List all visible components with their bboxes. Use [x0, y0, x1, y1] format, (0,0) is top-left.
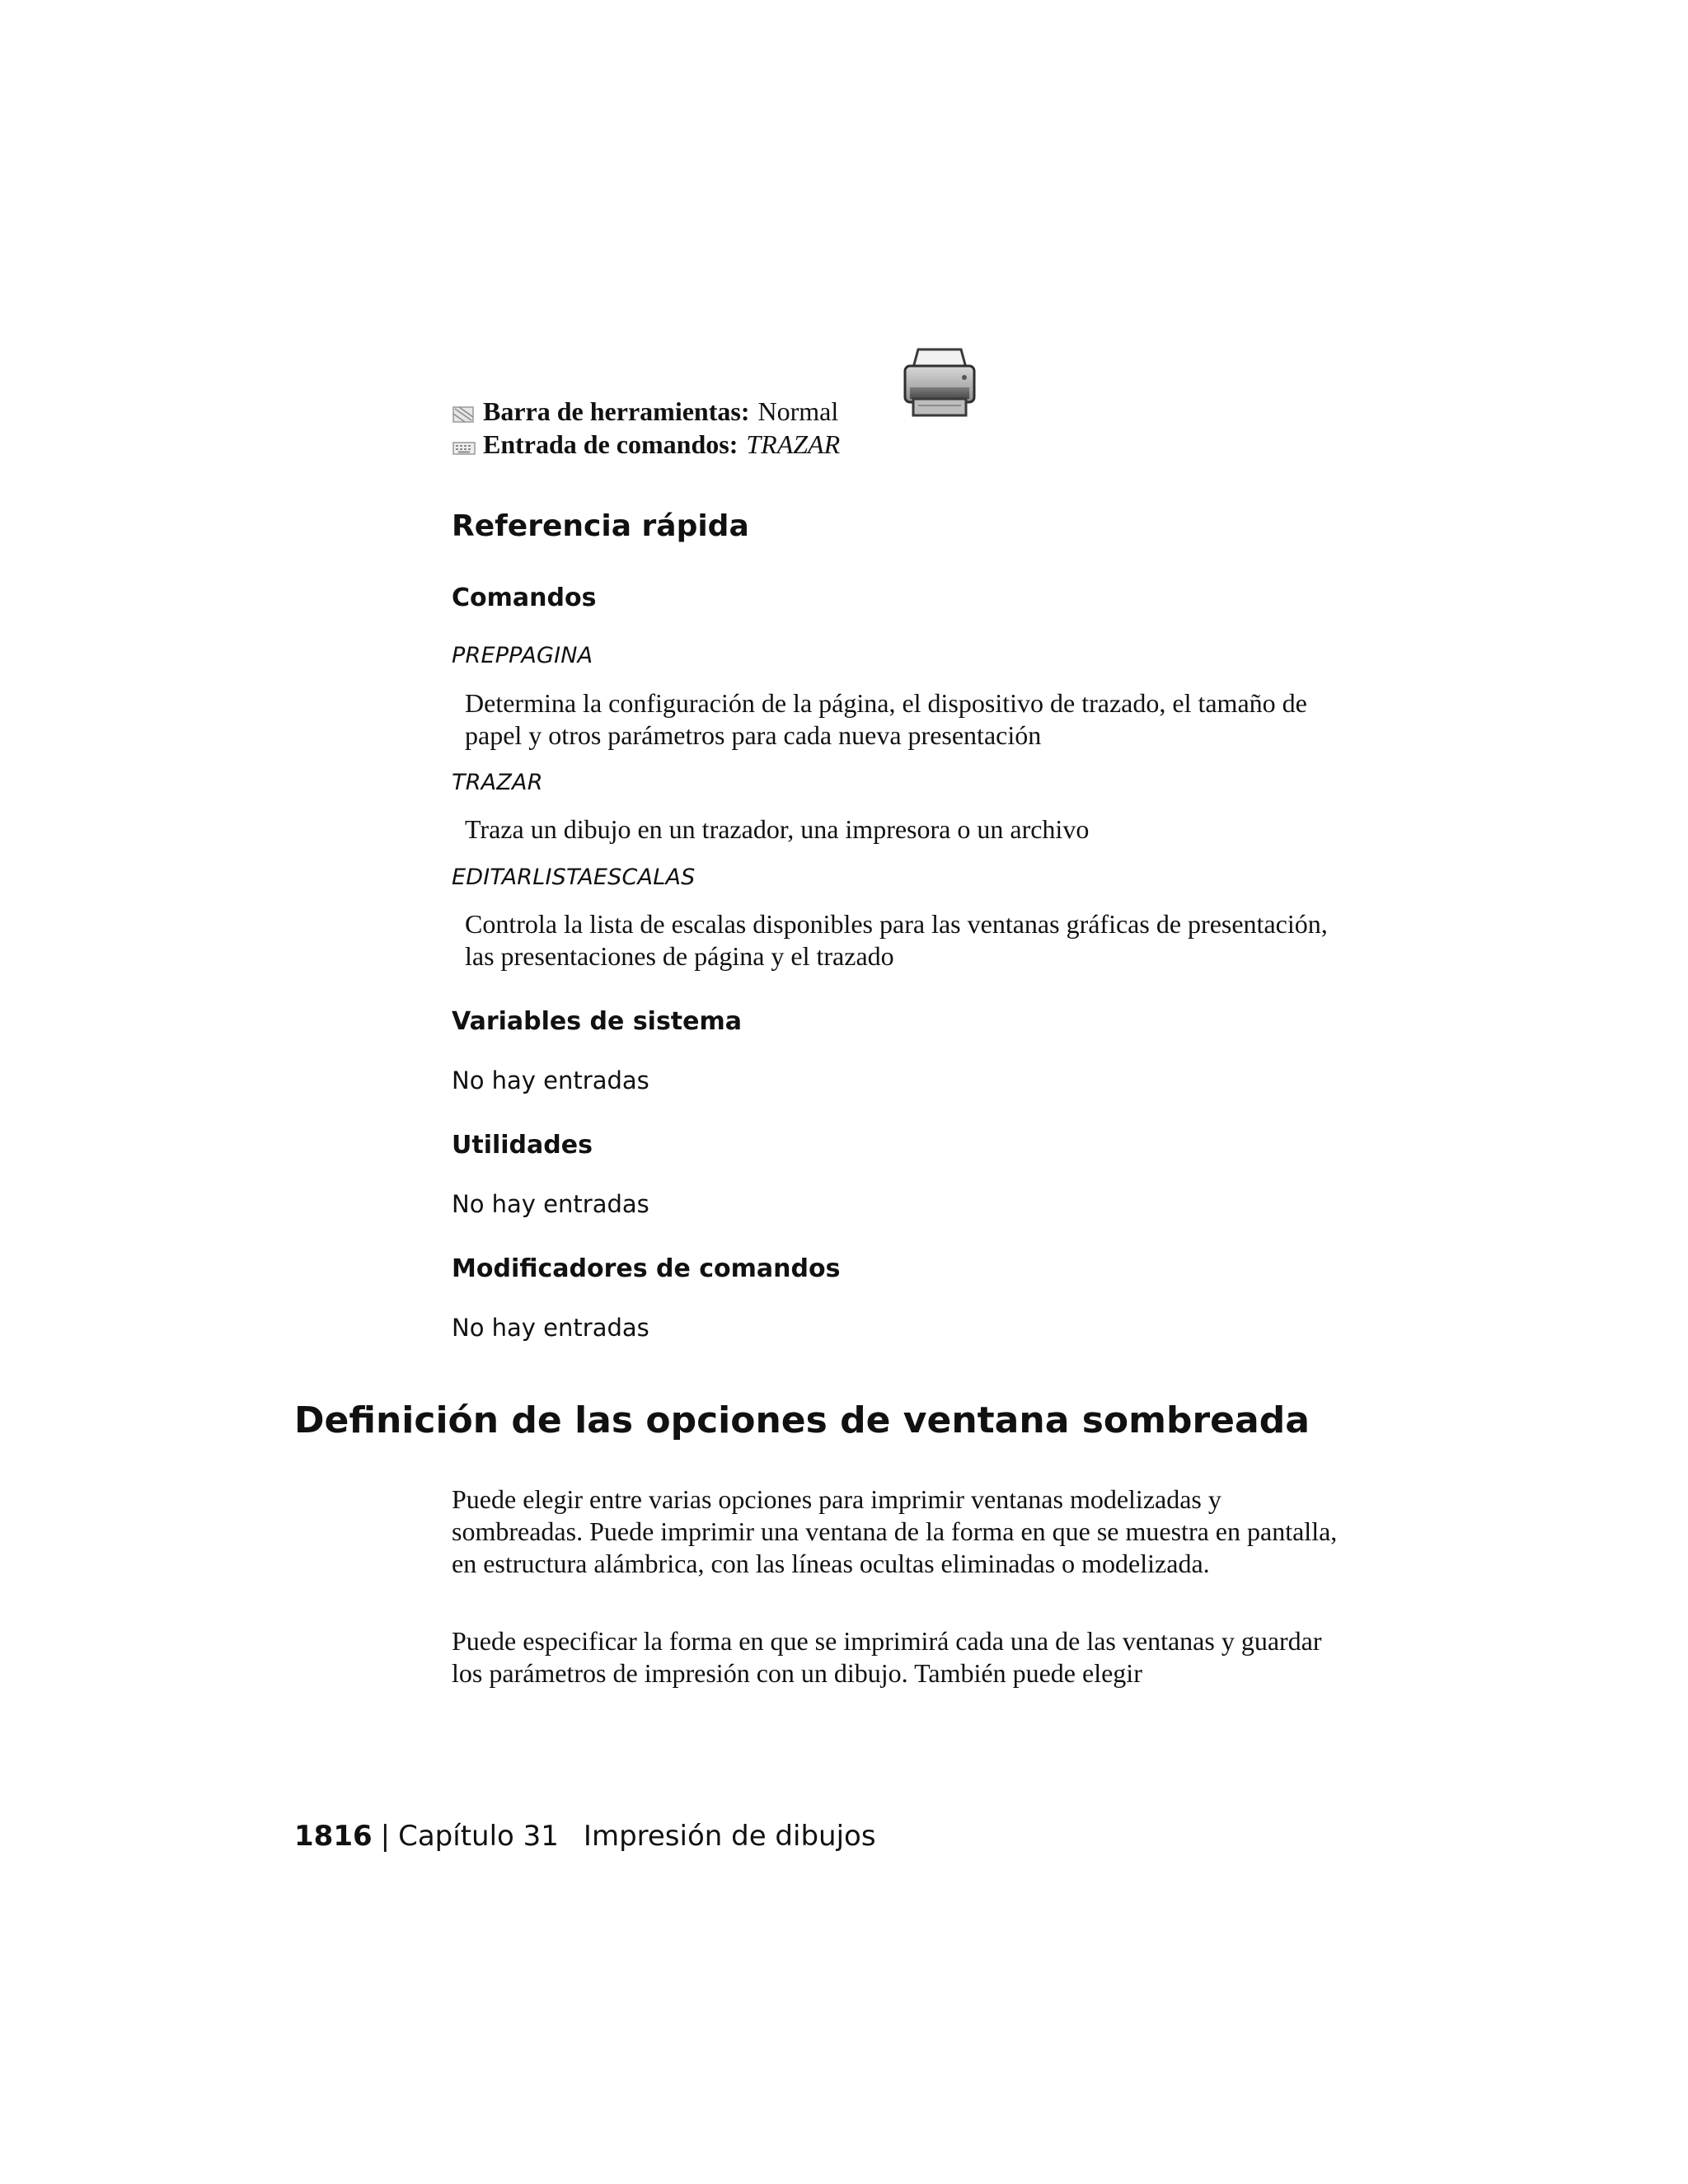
page-number: 1816: [294, 1820, 373, 1853]
section-paragraph-1: Puede elegir entre varias opciones para imprimir ventanas modelizadas y sombreadas. Puede imprimir una ventana de la forma en que se muestra en pantalla, en estructura alámbrica, con las líneas ocultas eliminadas o modelizada.: [452, 1484, 1338, 1578]
command-name-trazar: TRAZAR: [452, 770, 543, 795]
command-desc-editarlistaescalas: Controla la lista de escalas disponibles para las ventanas gráficas de presentación, las presentaciones de página y el trazado: [465, 909, 1328, 971]
system-variables-text: No hay entradas: [452, 1066, 649, 1094]
commands-heading: Comandos: [452, 583, 597, 612]
toolbar-value: Normal: [757, 396, 839, 426]
toolbar-label: Barra de herramientas:: [483, 396, 750, 426]
command-entry-line: [452, 429, 840, 460]
quick-reference-title: Referencia rápida: [452, 509, 749, 543]
printer-icon: [900, 344, 979, 420]
command-name-preppagina: PREPPAGINA: [452, 643, 593, 668]
section-title: Definición de las opciones de ventana sombreada: [294, 1399, 1310, 1441]
command-name-editarlistaescalas: EDITARLISTAESCALAS: [452, 865, 696, 890]
utilities-heading: Utilidades: [452, 1131, 593, 1160]
utilities-text: No hay entradas: [452, 1190, 649, 1218]
command-desc-trazar: Traza un dibujo en un trazador, una impresora o un archivo: [465, 814, 1090, 844]
system-variables-heading: Variables de sistema: [452, 1007, 743, 1036]
command-entry-value: TRAZAR: [746, 429, 841, 459]
footer-separator: |: [380, 1820, 391, 1853]
chapter-title: Impresión de dibujos: [583, 1820, 876, 1853]
section-paragraph-2: Puede especificar la forma en que se imprimirá cada una de las ventanas y guardar los parámetros de impresión con un dibujo. También puede elegir: [452, 1626, 1322, 1688]
toolbar-access-line: [452, 396, 838, 427]
command-desc-preppagina: Determina la configuración de la página, el dispositivo de trazado, el tamaño de papel y otros parámetros para cada nueva presentación: [465, 688, 1307, 750]
command-modifiers-text: No hay entradas: [452, 1314, 649, 1342]
command-entry-label: Entrada de comandos:: [483, 429, 738, 459]
chapter-label: Capítulo 31: [398, 1820, 559, 1853]
command-modifiers-heading: Modificadores de comandos: [452, 1254, 841, 1283]
page-footer: [294, 1820, 876, 1853]
toolbar-icon: [452, 401, 476, 422]
keyboard-icon: [452, 434, 476, 455]
